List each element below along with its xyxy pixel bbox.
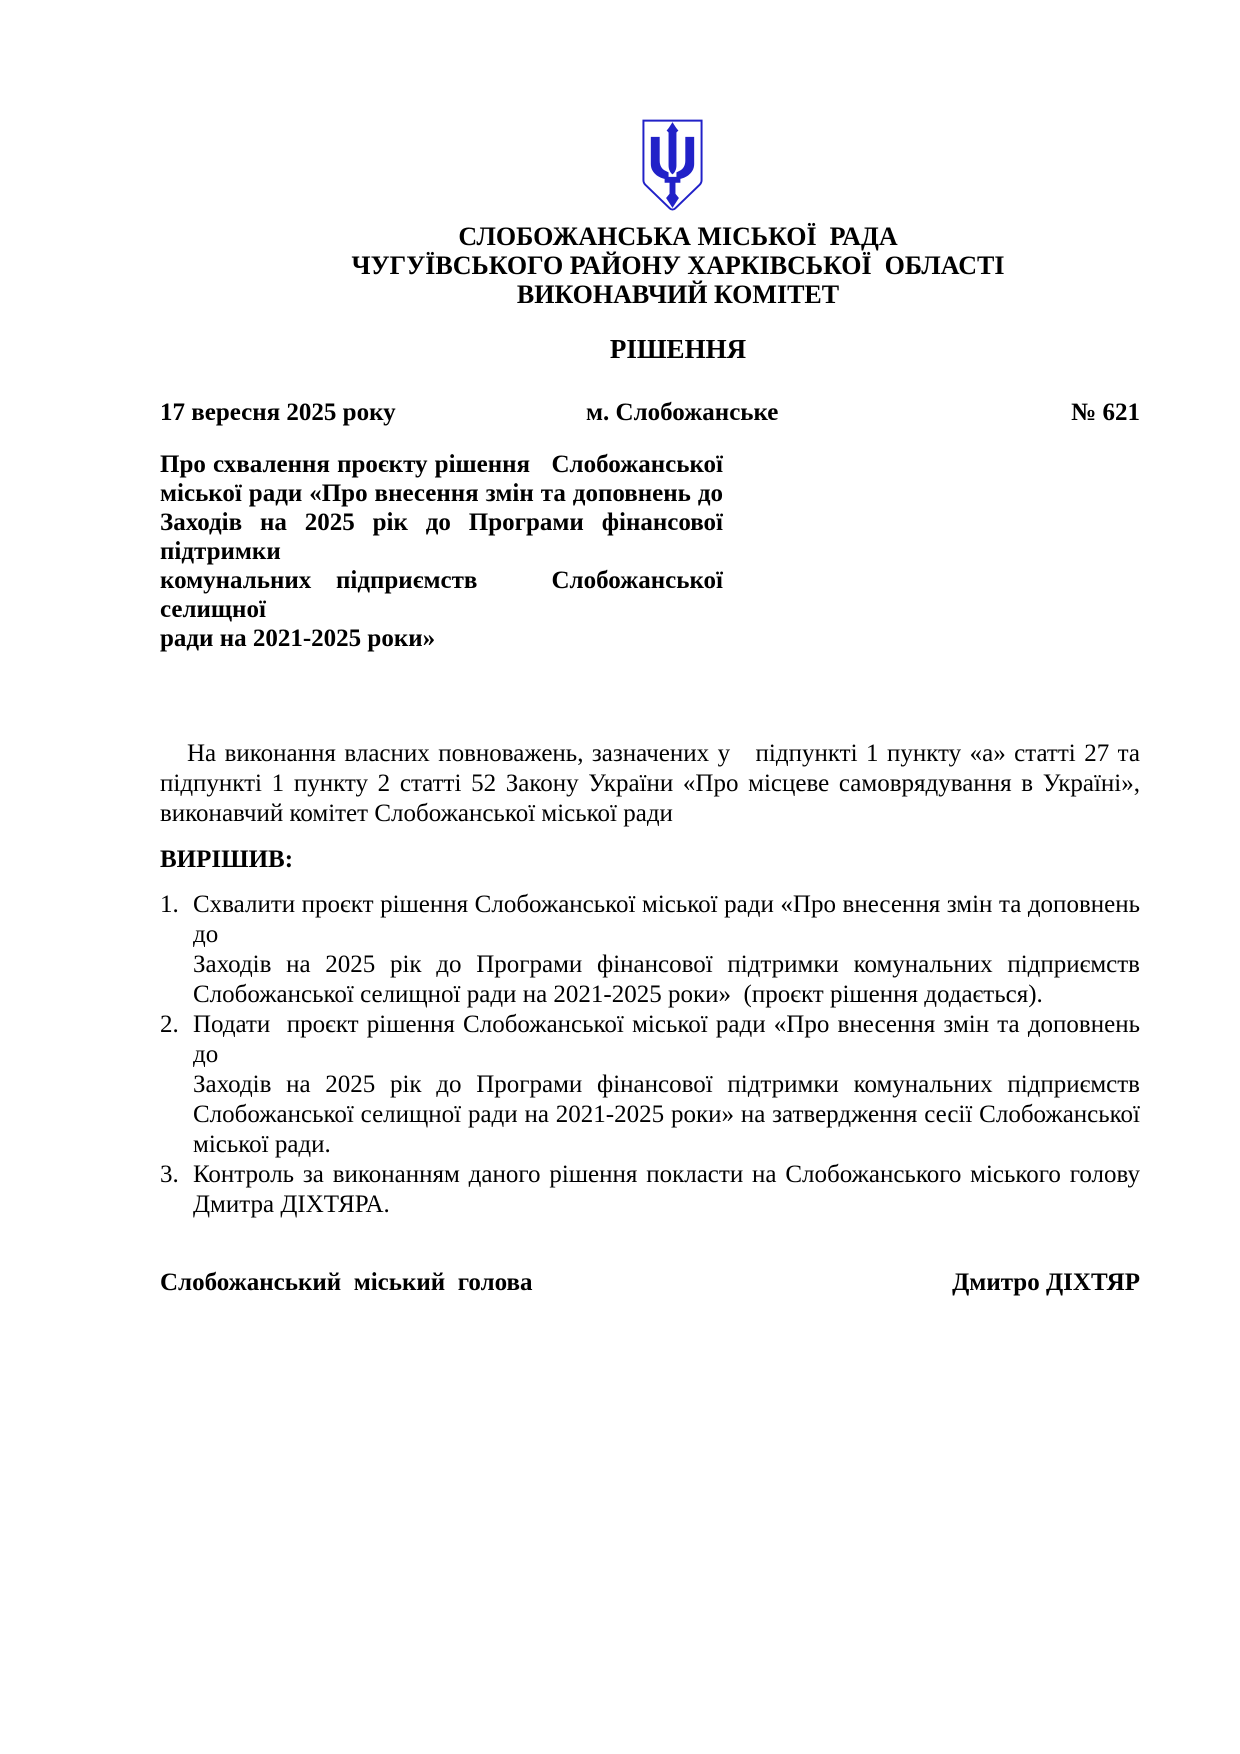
text-line: міської ради «Про внесення змін та доповнень до bbox=[160, 480, 723, 507]
text-line: Заходів на 2025 рік до Програми фінансової підтримки комунальних підприємств bbox=[193, 951, 1140, 978]
org-name-line-1: СЛОБОЖАНСЬКА МІСЬКОЇ РАДА bbox=[458, 222, 898, 251]
item-text bbox=[193, 1160, 1140, 1220]
text-line: комунальних підприємств Слобожанської селищної bbox=[160, 567, 730, 623]
text-line: ради на 2021-2025 роки» bbox=[160, 625, 436, 652]
item-text bbox=[193, 1010, 1147, 1160]
document-type-title: РІШЕННЯ bbox=[609, 334, 747, 364]
text-line: На виконання власних повноважень, зазначених у підпункті 1 пункту «а» статті 27 та bbox=[187, 740, 1140, 767]
list-item bbox=[160, 1010, 1147, 1160]
text-line: Заходів на 2025 рік до Програми фінансової підтримки bbox=[160, 509, 730, 565]
text-line: Подати проєкт рішення Слобожанської міської ради «Про внесення змін та доповнень до bbox=[193, 1011, 1147, 1068]
org-name-line-2: ЧУГУЇВСЬКОГО РАЙОНУ ХАРКІВСЬКОЇ ОБЛАСТІ bbox=[351, 251, 1005, 280]
resolved-heading: ВИРІШИВ: bbox=[160, 846, 294, 873]
ukraine-trident-emblem bbox=[639, 118, 706, 213]
document-content bbox=[0, 118, 1240, 1298]
item-number: 2. bbox=[160, 1011, 179, 1038]
text-line: Слобожанської селищної ради на 2021-2025 роки» на затвердження сесії Слобожанської bbox=[193, 1101, 1140, 1128]
subject-paragraph bbox=[160, 450, 730, 653]
text-line: Слобожанської селищної ради на 2021-2025 роки» (проєкт рішення додається). bbox=[193, 981, 1043, 1008]
item-number: 1. bbox=[160, 891, 179, 918]
org-header bbox=[160, 222, 1140, 309]
text-line: міської ради. bbox=[193, 1131, 331, 1158]
item-text bbox=[193, 890, 1147, 1010]
signature-row bbox=[160, 1268, 1140, 1298]
decision-date: 17 вересня 2025 року bbox=[160, 399, 396, 426]
decision-number: № 621 bbox=[1071, 399, 1140, 426]
date-row bbox=[160, 398, 1140, 428]
signatory-title: Слобожанський міський голова bbox=[160, 1269, 533, 1296]
text-line: виконавчий комітет Слобожанської міської ради bbox=[160, 800, 673, 827]
resolution-list bbox=[160, 890, 1147, 1220]
text-line: Про схвалення проєкту рішення Слобожанської bbox=[160, 451, 723, 478]
text-line: Схвалити проєкт рішення Слобожанської міської ради «Про внесення змін та доповнень до bbox=[193, 891, 1147, 948]
item-number: 3. bbox=[160, 1161, 179, 1188]
org-name-line-3: ВИКОНАВЧИЙ КОМІТЕТ bbox=[516, 280, 840, 309]
signatory-name: Дмитро ДІХТЯР bbox=[952, 1269, 1140, 1296]
text-line: Контроль за виконанням даного рішення покласти на Слобожанського міського голову bbox=[193, 1161, 1140, 1188]
text-line: Дмитра ДІХТЯРА. bbox=[193, 1191, 390, 1218]
list-item bbox=[160, 1160, 1140, 1220]
text-line: Заходів на 2025 рік до Програми фінансової підтримки комунальних підприємств bbox=[193, 1071, 1140, 1098]
list-item bbox=[160, 890, 1147, 1010]
preamble-paragraph bbox=[160, 739, 1140, 829]
text-line: підпункті 1 пункту 2 статті 52 Закону України «Про місцеве самоврядування в Україні», bbox=[160, 770, 1140, 797]
decision-place: м. Слобожанське bbox=[586, 399, 779, 426]
